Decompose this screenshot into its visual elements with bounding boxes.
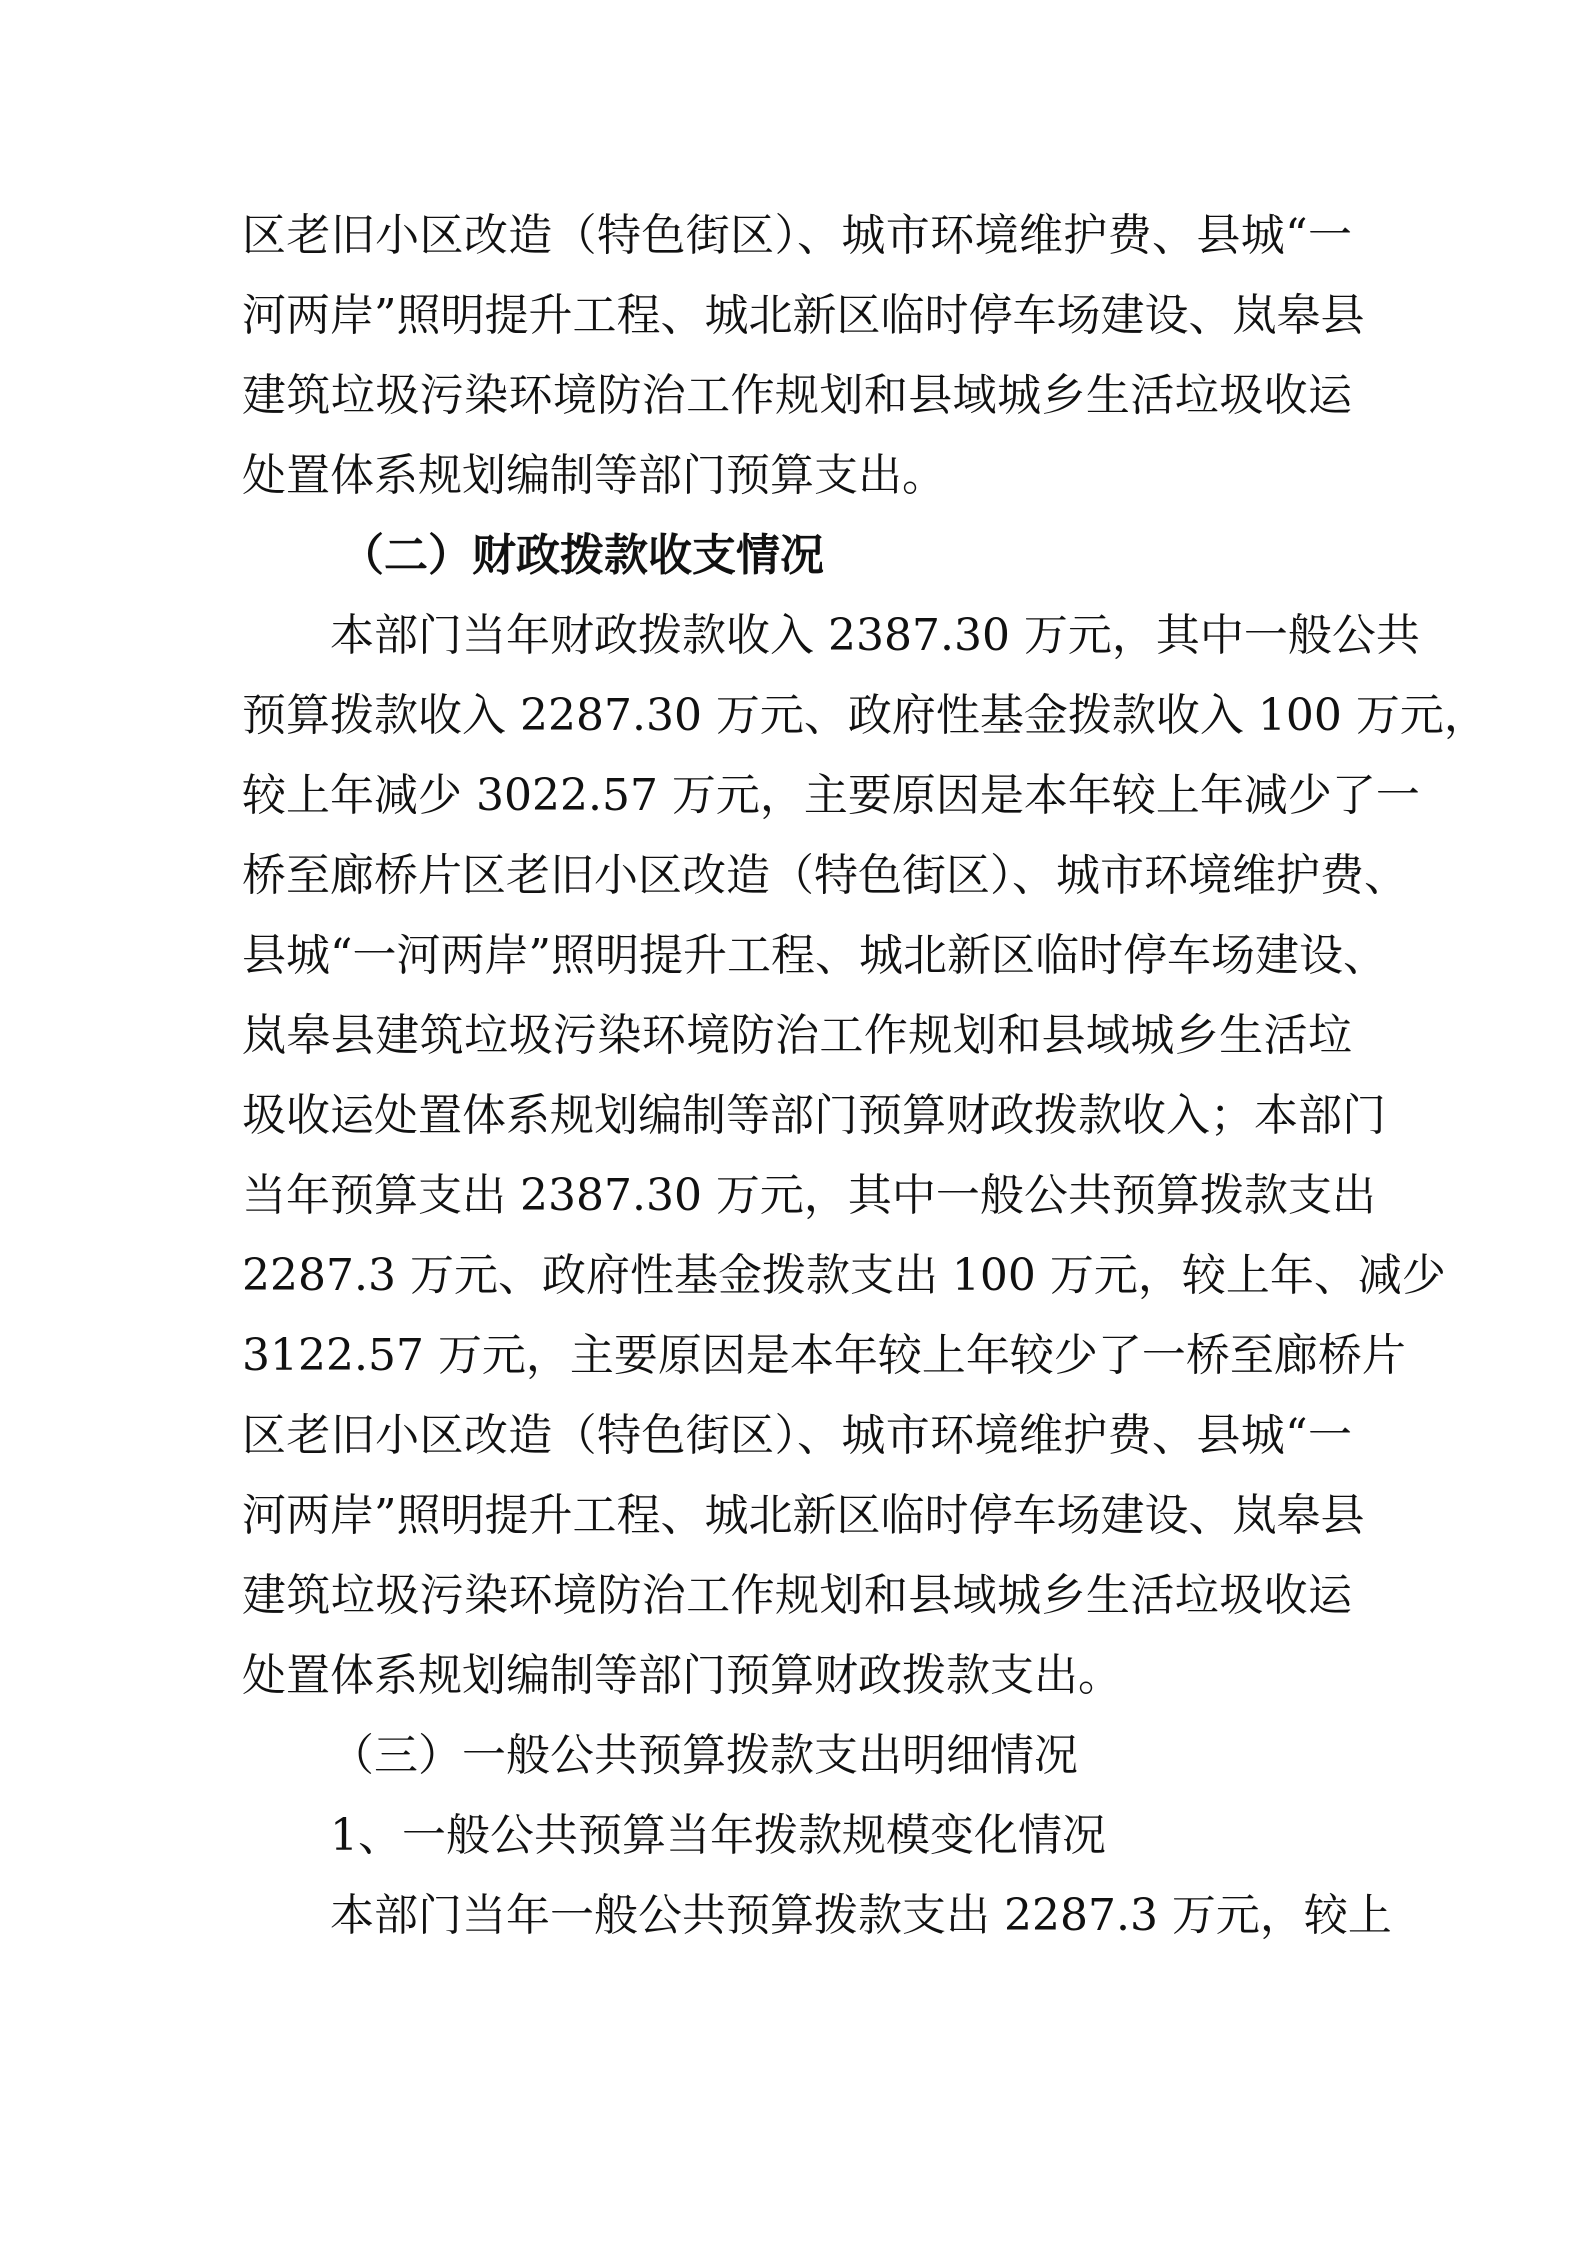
paragraph-line: 当年预算支出 2387.30 万元，其中一般公共预算拨款支出 xyxy=(242,1170,1376,1221)
paragraph-line: 区老旧小区改造（特色街区）、城市环境维护费、县城“一 xyxy=(242,210,1352,261)
paragraph-line: 圾收运处置体系规划编制等部门预算财政拨款收入；本部门 xyxy=(242,1090,1386,1141)
paragraph-line: 本部门当年财政拨款收入 2387.30 万元，其中一般公共 xyxy=(330,610,1420,661)
paragraph-line: 区老旧小区改造（特色街区）、城市环境维护费、县城“一 xyxy=(242,1410,1352,1461)
paragraph-line: 处置体系规划编制等部门预算财政拨款支出。 xyxy=(242,1650,1122,1701)
paragraph-line: 处置体系规划编制等部门预算支出。 xyxy=(242,450,946,501)
paragraph-line: 3122.57 万元，主要原因是本年较上年较少了一桥至廊桥片 xyxy=(242,1330,1406,1381)
section-heading: （三）一般公共预算拨款支出明细情况 xyxy=(330,1730,1078,1781)
paragraph-line: 本部门当年一般公共预算拨款支出 2287.3 万元，较上 xyxy=(330,1890,1392,1941)
paragraph-line: 河两岸”照明提升工程、城北新区临时停车场建设、岚皋县 xyxy=(242,1490,1365,1541)
paragraph-line: 河两岸”照明提升工程、城北新区临时停车场建设、岚皋县 xyxy=(242,290,1365,341)
section-heading: （二）财政拨款收支情况 xyxy=(340,530,824,581)
paragraph-line: 建筑垃圾污染环境防治工作规划和县域城乡生活垃圾收运 xyxy=(242,370,1352,421)
subsection-heading: 1、一般公共预算当年拨款规模变化情况 xyxy=(330,1810,1106,1861)
paragraph-line: 桥至廊桥片区老旧小区改造（特色街区）、城市环境维护费、 xyxy=(242,850,1408,901)
paragraph-line: 2287.3 万元、政府性基金拨款支出 100 万元，较上年、减少 xyxy=(242,1250,1446,1301)
paragraph-line: 岚皋县建筑垃圾污染环境防治工作规划和县域城乡生活垃 xyxy=(242,1010,1352,1061)
paragraph-line: 较上年减少 3022.57 万元，主要原因是本年较上年减少了一 xyxy=(242,770,1420,821)
paragraph-line: 县城“一河两岸”照明提升工程、城北新区临时停车场建设、 xyxy=(242,930,1387,981)
paragraph-line: 预算拨款收入 2287.30 万元、政府性基金拨款收入 100 万元， xyxy=(242,690,1488,741)
paragraph-line: 建筑垃圾污染环境防治工作规划和县域城乡生活垃圾收运 xyxy=(242,1570,1352,1621)
